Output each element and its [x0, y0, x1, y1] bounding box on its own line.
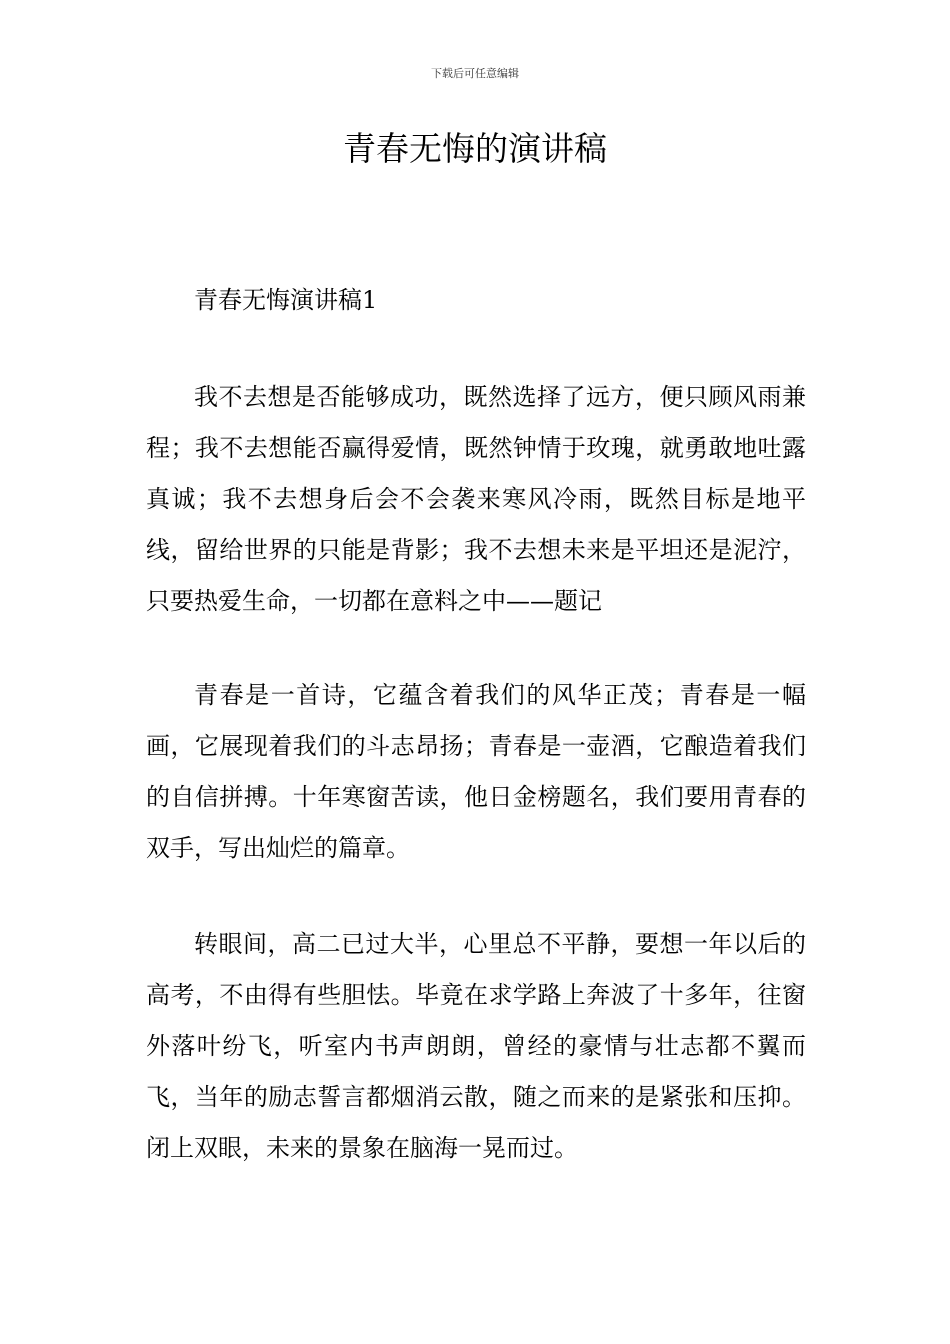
paragraph-1: 我不去想是否能够成功，既然选择了远方，便只顾风雨兼程；我不去想能否赢得爱情，既然钟情于玫瑰，就勇敢地吐露真诚；我不去想身后会不会袭来寒风冷雨，既然目标是地平线，留给世界的只能是背影；我不去想未来是平坦还是泥泞，只要热爱生命，一切都在意料之中——题记: [146, 383, 806, 615]
document-body: [146, 280, 806, 1174]
document-title: 青春无悔的演讲稿: [343, 129, 607, 168]
paragraph-2: 青春是一首诗，它蕴含着我们的风华正茂；青春是一幅画，它展现着我们的斗志昂扬；青春是一壶酒，它酿造着我们的自信拼搏。十年寒窗苦读，他日金榜题名，我们要用青春的双手，写出灿烂的篇章。: [146, 681, 806, 862]
header-note: 下载后可任意编辑: [431, 67, 519, 80]
section-subtitle: 青春无悔演讲稿1: [194, 286, 378, 314]
paragraph-3: 转眼间，高二已过大半，心里总不平静，要想一年以后的高考，不由得有些胆怯。毕竟在求学路上奔波了十多年，往窗外落叶纷飞，听室内书声朗朗，曾经的豪情与壮志都不翼而飞，当年的励志誓言都烟消云散，随之而来的是紧张和压抑。闭上双眼，未来的景象在脑海一晃而过。: [146, 930, 806, 1162]
